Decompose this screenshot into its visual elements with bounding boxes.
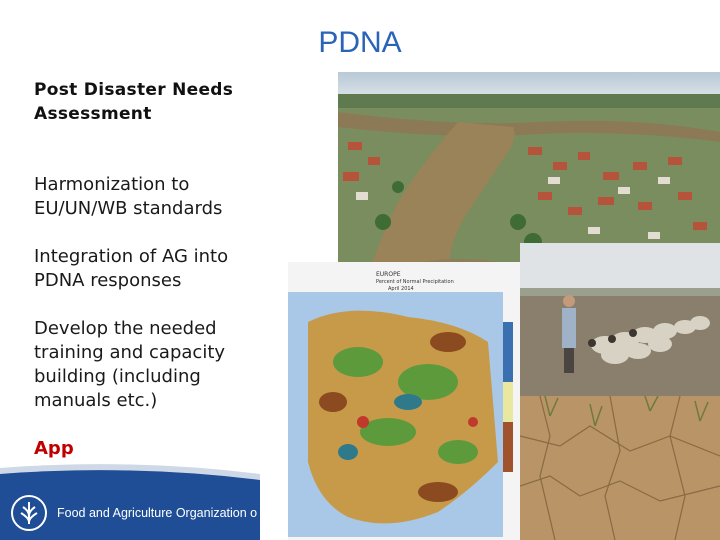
bullet-integration: Integration of AG into PDNA responses <box>34 246 229 291</box>
slide-title: PDNA <box>318 26 402 59</box>
map-month: April 2014 <box>388 286 414 292</box>
drought-field-photo <box>520 396 720 540</box>
app-label: App <box>34 438 74 459</box>
slide-subtitle: Post Disaster Needs Assessment <box>34 80 234 124</box>
fao-logo-icon <box>10 494 48 532</box>
bullet-training: Develop the needed training and capacity building (including manuals etc.) <box>34 318 226 411</box>
bullet-harmonization: Harmonization to EU/UN/WB standards <box>34 174 223 219</box>
flooded-sheep-photo <box>520 243 720 396</box>
map-heading: EUROPE <box>376 271 401 278</box>
precipitation-map <box>288 262 520 540</box>
map-subheading: Percent of Normal Precipitation <box>376 279 454 285</box>
footer-banner <box>0 460 260 540</box>
footer-org-text: Food and Agriculture Organization o <box>57 506 258 520</box>
